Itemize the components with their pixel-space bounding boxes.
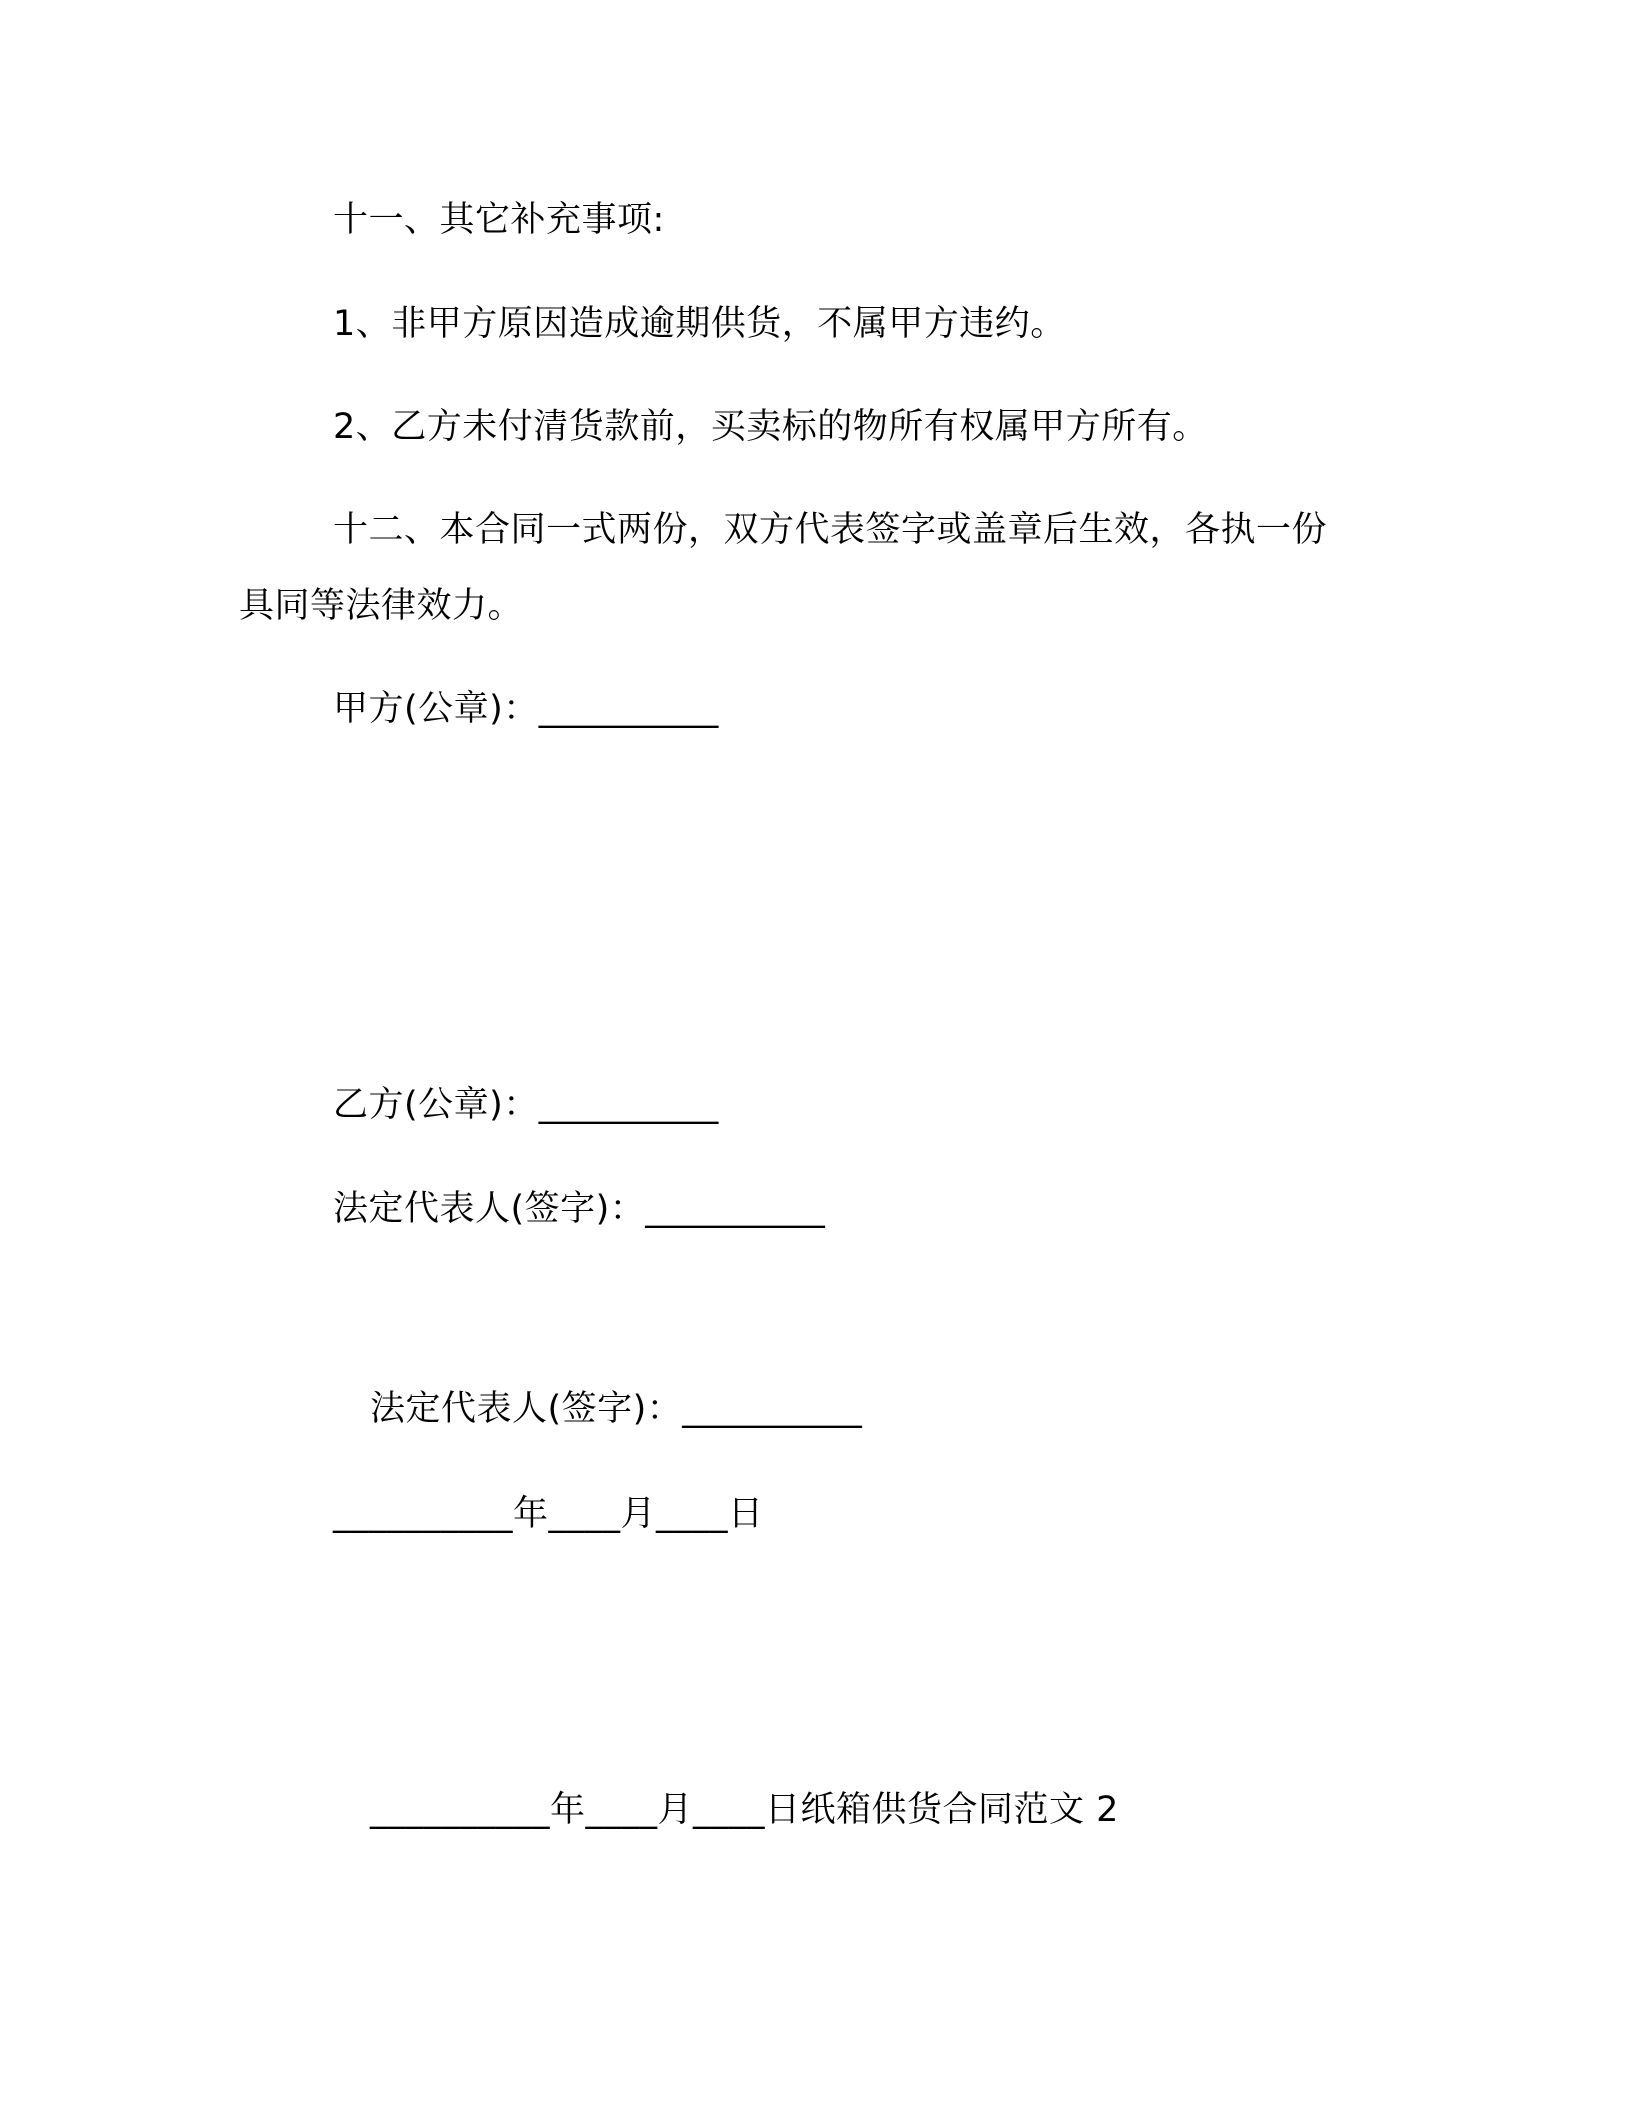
clause-11-item-1: 1、非甲方原因造成逾期供货，不属甲方违约。 <box>333 304 1066 344</box>
clause-11-heading: 十一、其它补充事项: <box>333 200 665 240</box>
legal-rep-signature-line: 法定代表人(签字)：__________ <box>370 1389 863 1429</box>
clause-11-item-2: 2、乙方未付清货款前，买卖标的物所有权属甲方所有。 <box>333 407 1208 447</box>
clause-12-line-2: 具同等法律效力。 <box>239 586 524 626</box>
party-b-seal-line: 乙方(公章)：__________ <box>333 1085 719 1125</box>
next-document-title: __________年____月____日纸箱供货合同范文 2 <box>370 1790 1119 1830</box>
date-line: __________年____月____日 <box>333 1494 764 1534</box>
party-a-seal-line: 甲方(公章)：__________ <box>333 689 719 729</box>
legal-rep-signature-line: 法定代表人(签字)：__________ <box>333 1189 826 1229</box>
clause-12-line-1: 十二、本合同一式两份，双方代表签字或盖章后生效，各执一份 <box>333 510 1328 550</box>
